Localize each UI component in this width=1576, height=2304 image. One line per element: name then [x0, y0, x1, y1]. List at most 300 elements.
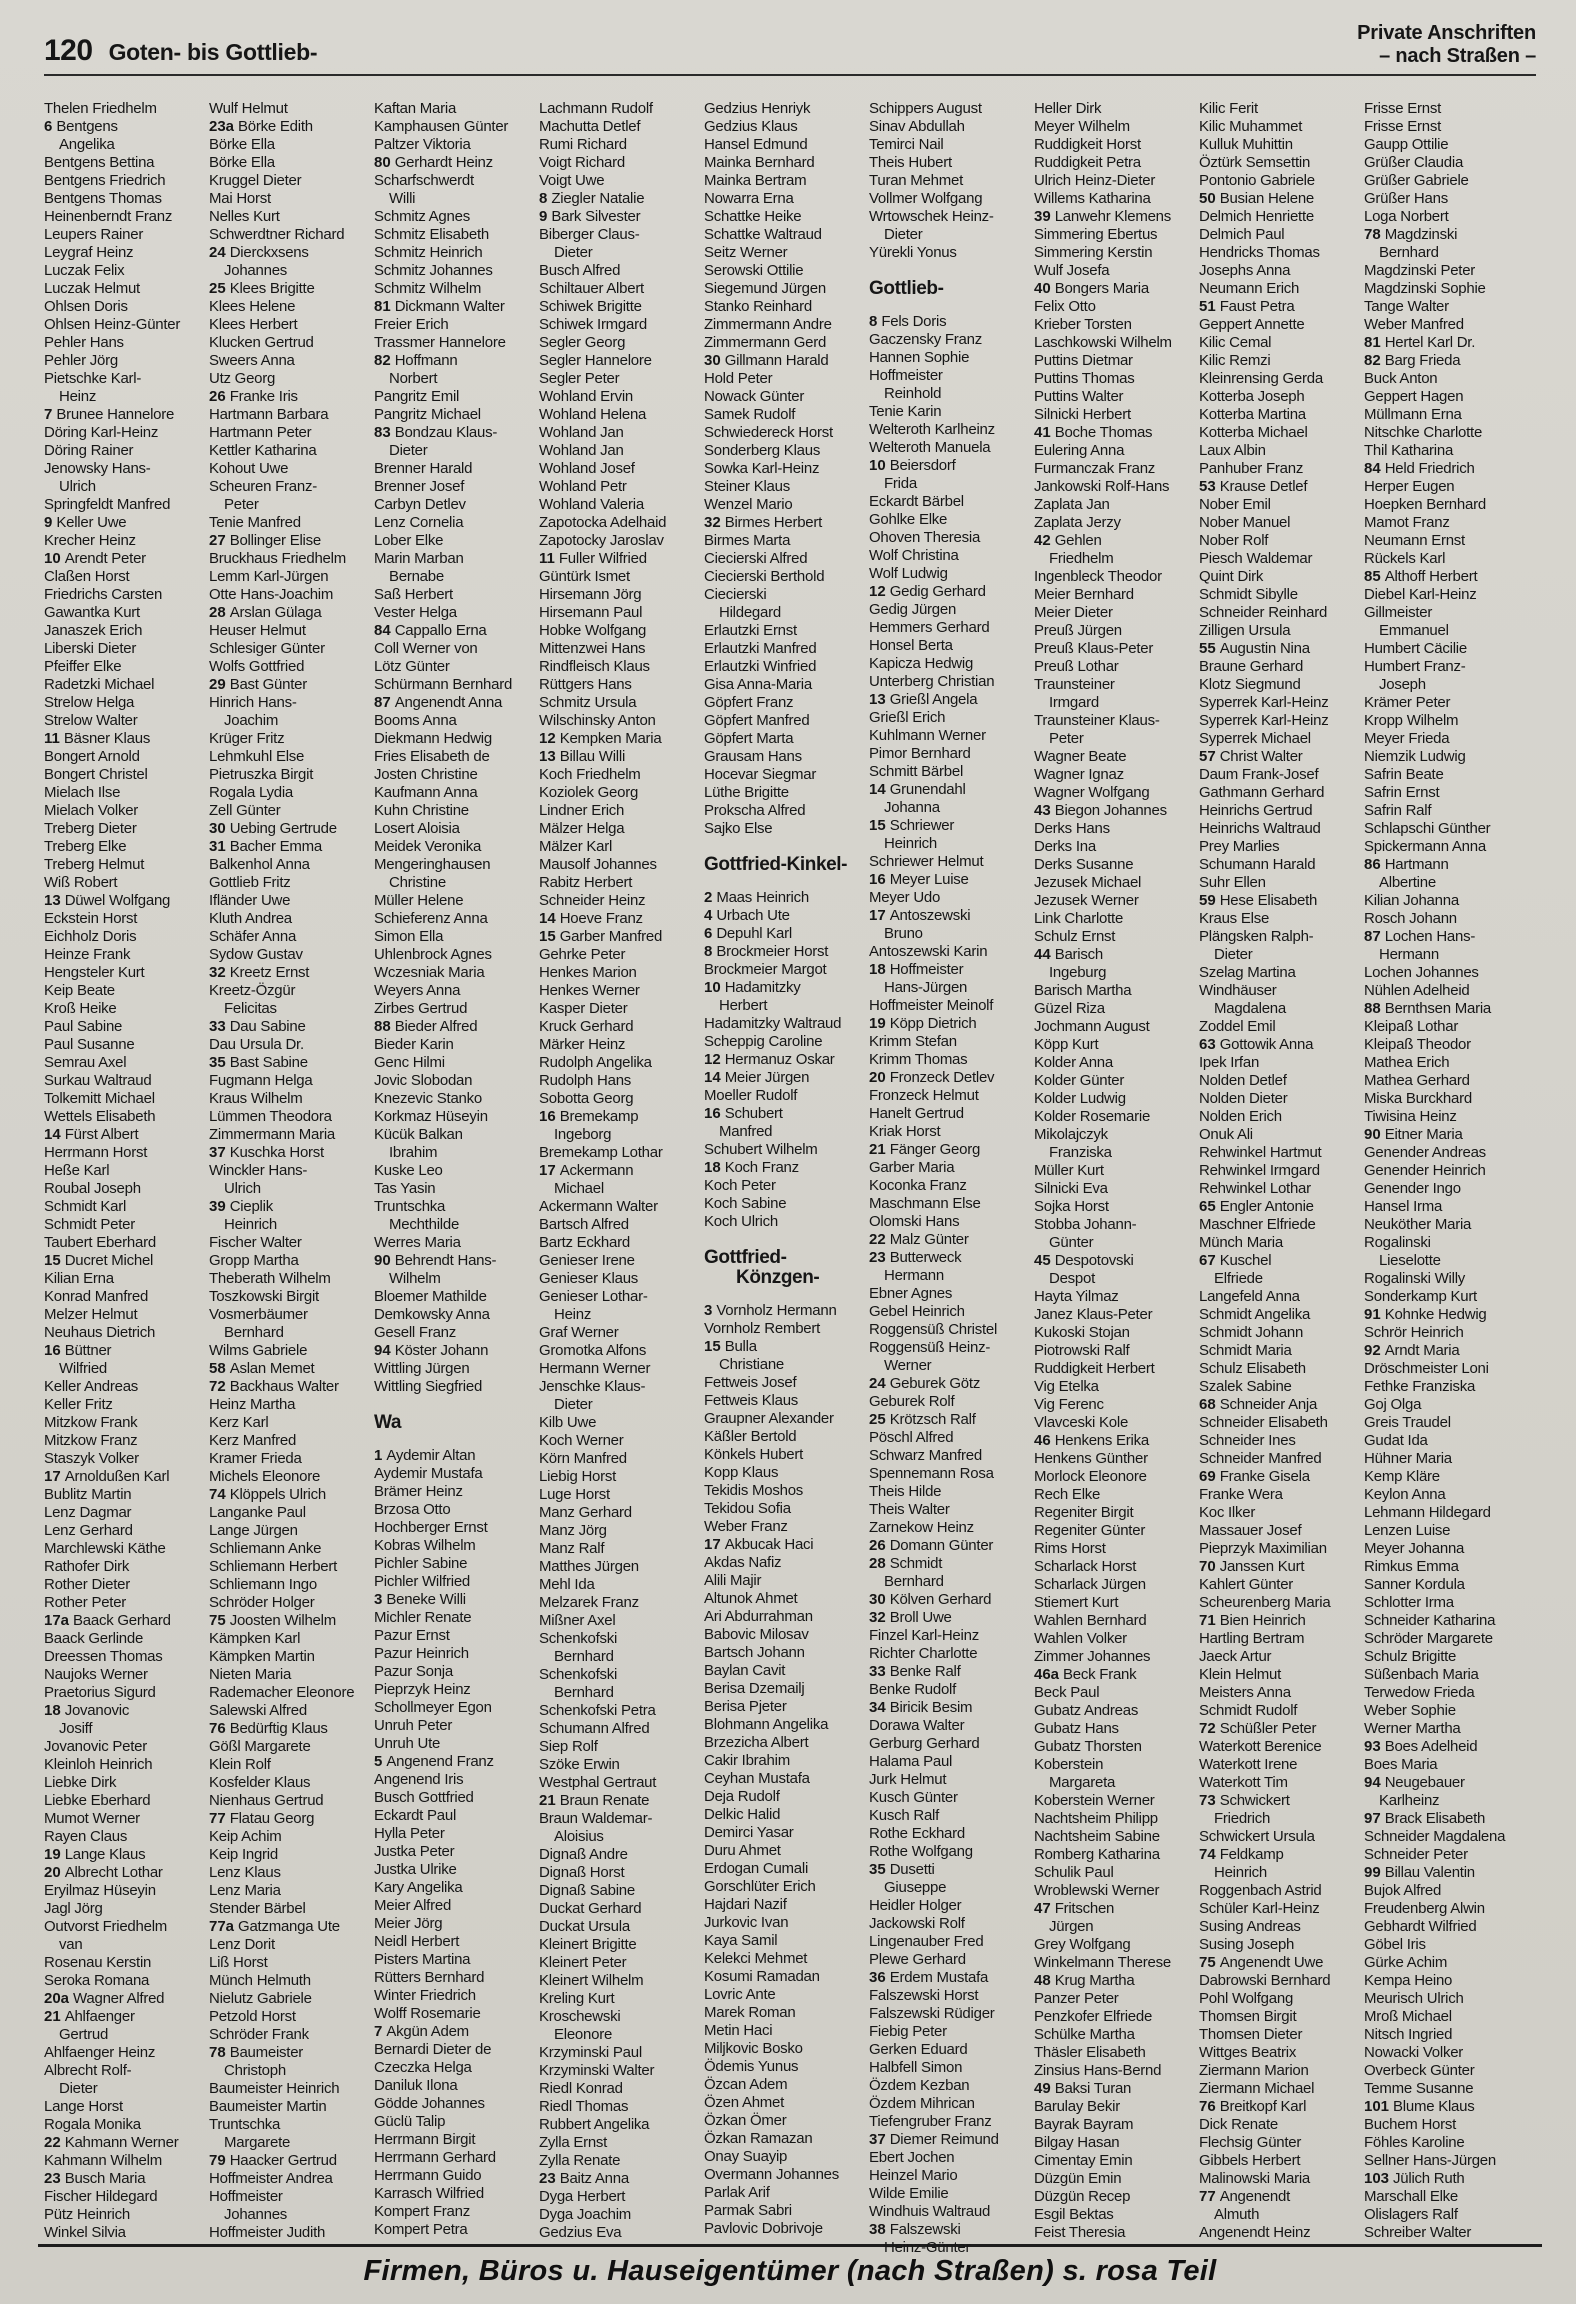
directory-entry: Kleinloh Heinrich	[44, 1756, 153, 1773]
directory-entry: Özkan Ömer	[704, 2112, 787, 2129]
directory-entry: Steiner Klaus	[704, 478, 790, 495]
directory-entry: Pehler Jörg	[44, 352, 118, 369]
directory-entry: 50 Busian Helene	[1199, 190, 1315, 207]
directory-entry: Booms Anna	[374, 712, 457, 729]
directory-entry: Laschkowski Wilhelm	[1034, 334, 1172, 351]
column-6	[869, 100, 1025, 2256]
directory-entry: Hoffmeister	[869, 367, 943, 384]
directory-entry: Koch Sabine	[704, 1195, 787, 1212]
directory-entry: Pontonio Gabriele	[1199, 172, 1315, 189]
directory-entry: Nolden Erich	[1199, 1108, 1282, 1125]
directory-entry: 75 Joosten Wilhelm	[209, 1612, 336, 1629]
directory-entry: Eulering Anna	[1034, 442, 1125, 459]
directory-entry: 20a Wagner Alfred	[44, 1990, 165, 2007]
directory-entry: Honsel Berta	[869, 637, 953, 654]
directory-entry: Taubert Eberhard	[44, 1234, 156, 1251]
directory-entry: Kilian Johanna	[1364, 892, 1459, 909]
directory-entry: Gibbels Herbert	[1199, 2152, 1301, 2169]
directory-entry: Schliemann Anke	[209, 1540, 322, 1557]
directory-entry: Waterkott Berenice	[1199, 1738, 1322, 1755]
directory-entry: Münch Helmuth	[209, 1972, 311, 1989]
directory-entry: Segler Hannelore	[539, 352, 652, 369]
directory-entry: Flechsig Günter	[1199, 2134, 1302, 2151]
directory-entry: Pangritz Michael	[374, 406, 481, 423]
house-number: 21	[44, 2008, 61, 2025]
directory-entry: Frisse Ernst	[1364, 100, 1442, 117]
house-number: 88	[374, 1018, 391, 1035]
directory-entry: Krieber Torsten	[1034, 316, 1132, 333]
directory-entry: Schrör Heinrich	[1364, 1324, 1464, 1341]
directory-entry: Magdzinski Peter	[1364, 262, 1476, 279]
directory-entry: Magdzinski Sophie	[1364, 280, 1486, 297]
directory-entry: Schubert Wilhelm	[704, 1141, 818, 1158]
entry-continuation: Ulrich	[224, 1180, 261, 1197]
directory-entry: Winter Friedrich	[374, 1987, 476, 2004]
entry-continuation: Dieter	[1214, 946, 1253, 963]
directory-entry: Schneider Katharina	[1364, 1612, 1496, 1629]
directory-entry: Nober Rolf	[1199, 532, 1269, 549]
directory-entry: Miljkovic Bosko	[704, 2040, 803, 2057]
directory-entry: Schneider Heinz	[539, 892, 646, 909]
house-number: 48	[1034, 1972, 1051, 1989]
directory-entry: Onuk Ali	[1199, 1126, 1253, 1143]
directory-entry: Freudenberg Alwin	[1364, 1900, 1485, 1917]
directory-entry: Trassmer Hannelore	[374, 334, 506, 351]
directory-entry: 81 Hertel Karl Dr.	[1364, 334, 1476, 351]
house-number: 57	[1199, 748, 1216, 765]
directory-entry: Gorschlüter Erich	[704, 1878, 816, 1895]
directory-entry: Spennemann Rosa	[869, 1465, 994, 1482]
directory-entry: Geppert Hagen	[1364, 388, 1464, 405]
directory-entry: Prey Marlies	[1199, 838, 1280, 855]
directory-entry: Loga Norbert	[1364, 208, 1449, 225]
directory-entry: Wulf Helmut	[209, 100, 288, 117]
directory-entry: Berisa Dzemailj	[704, 1680, 805, 1697]
directory-entry: Gudat Ida	[1364, 1432, 1428, 1449]
house-number: 94	[1364, 1774, 1381, 1791]
directory-entry: Seitz Werner	[704, 244, 788, 261]
house-number: 103	[1364, 2170, 1390, 2187]
directory-entry: 16 Bremekamp	[539, 1108, 639, 1125]
directory-entry: Hirsemann Jörg	[539, 586, 642, 603]
directory-entry: Koch Ulrich	[704, 1213, 778, 1230]
directory-entry: Cimentay Emin	[1034, 2152, 1133, 2169]
directory-entry: Kulluk Muhittin	[1199, 136, 1293, 153]
directory-entry: Theis Hubert	[869, 154, 952, 171]
directory-entry: Preuß Lothar	[1034, 658, 1119, 675]
directory-entry: Fettweis Josef	[704, 1374, 797, 1391]
directory-entry: Dignaß Andre	[539, 1846, 628, 1863]
directory-entry: 37 Kuschka Horst	[209, 1144, 324, 1161]
directory-entry: Wagner Ignaz	[1034, 766, 1124, 783]
directory-entry: Schwarz Manfred	[869, 1447, 982, 1464]
directory-entry: Meier Bernhard	[1034, 586, 1134, 603]
directory-entry: Brämer Heinz	[374, 1483, 463, 1500]
directory-entry: Dorawa Walter	[869, 1717, 965, 1734]
directory-entry: Pazur Heinrich	[374, 1645, 469, 1662]
entry-continuation: Wilhelm	[389, 1270, 441, 1287]
directory-entry: Zaplata Jerzy	[1034, 514, 1121, 531]
directory-entry: Baack Gerlinde	[44, 1630, 144, 1647]
directory-entry: Rogalinski Willy	[1364, 1270, 1466, 1287]
directory-entry: 101 Blume Klaus	[1364, 2098, 1475, 2115]
directory-entry: Bongert Christel	[44, 766, 148, 783]
directory-entry: Wulf Josefa	[1034, 262, 1110, 279]
directory-entry: Zirbes Gertrud	[374, 1000, 468, 1017]
directory-entry: Segler Georg	[539, 334, 626, 351]
directory-entry: Hoffmeister Judith	[209, 2224, 326, 2241]
directory-entry: Hermann Werner	[539, 1360, 651, 1377]
directory-entry: Kücük Balkan	[374, 1126, 463, 1143]
house-number: 87	[1364, 928, 1381, 945]
directory-entry: Eckardt Bärbel	[869, 493, 964, 510]
directory-entry: Wettels Elisabeth	[44, 1108, 156, 1125]
directory-entry: Paul Sabine	[44, 1018, 123, 1035]
house-number: 84	[374, 622, 391, 639]
directory-entry: 44 Barisch	[1034, 946, 1103, 963]
directory-entry: Genender Heinrich	[1364, 1162, 1486, 1179]
directory-entry: Pietschke Karl-	[44, 370, 142, 387]
house-number: 51	[1199, 298, 1216, 315]
directory-entry: Graupner Alexander	[704, 1410, 834, 1427]
directory-entry: 94 Neugebauer	[1364, 1774, 1465, 1791]
directory-entry: Pieprzyk Maximilian	[1199, 1540, 1327, 1557]
directory-entry: 68 Schneider Anja	[1199, 1396, 1318, 1413]
directory-entry: 94 Köster Johann	[374, 1342, 489, 1359]
directory-entry: 82 Hoffmann	[374, 352, 458, 369]
directory-entry: Szelag Martina	[1199, 964, 1296, 981]
directory-entry: Graf Werner	[539, 1324, 619, 1341]
house-number: 19	[44, 1846, 61, 1863]
directory-entry: Lenz Dorit	[209, 1936, 275, 1953]
entry-continuation: Friedrich	[1214, 1810, 1271, 1827]
directory-entry: Marek Roman	[704, 2004, 796, 2021]
directory-entry: 85 Althoff Herbert	[1364, 568, 1478, 585]
directory-entry: Justka Peter	[374, 1843, 455, 1860]
house-number: 30	[869, 1591, 886, 1608]
directory-entry: Garber Maria	[869, 1159, 955, 1176]
directory-entry: Ohlsen Heinz-Günter	[44, 316, 181, 333]
directory-entry: Gawantka Kurt	[44, 604, 140, 621]
directory-entry: Schürmann Bernhard	[374, 676, 513, 693]
directory-entry: Kobras Wilhelm	[374, 1537, 476, 1554]
directory-entry: Treberg Helmut	[44, 856, 145, 873]
house-number: 6	[704, 925, 713, 942]
directory-entry: 16 Schubert	[704, 1105, 783, 1122]
directory-entry: Radetzki Michael	[44, 676, 155, 693]
header-right-line1: Private Anschriften	[1357, 22, 1536, 44]
entry-continuation: Peter	[224, 496, 259, 513]
directory-entry: Mehl Ida	[539, 1576, 595, 1593]
directory-entry: Lenz Dagmar	[44, 1504, 132, 1521]
directory-entry: Klein Rolf	[209, 1756, 271, 1773]
directory-entry: Jurk Helmut	[869, 1771, 947, 1788]
directory-entry: Plängsken Ralph-	[1199, 928, 1314, 945]
directory-entry: Geppert Annette	[1199, 316, 1305, 333]
directory-entry: Olomski Hans	[869, 1213, 960, 1230]
directory-entry: Liebke Dirk	[44, 1774, 117, 1791]
directory-entry: Schmidt Johann	[1199, 1324, 1304, 1341]
directory-entry: Meier Jörg	[374, 1915, 443, 1932]
directory-entry: 70 Janssen Kurt	[1199, 1558, 1305, 1575]
directory-entry: Wolfs Gottfried	[209, 658, 305, 675]
directory-entry: 57 Christ Walter	[1199, 748, 1303, 765]
directory-entry: Zimmer Johannes	[1034, 1648, 1151, 1665]
directory-entry: 48 Krug Martha	[1034, 1972, 1135, 1989]
directory-entry: Unruh Ute	[374, 1735, 441, 1752]
directory-entry: Zaplata Jan	[1034, 496, 1110, 513]
directory-entry: Tiwisina Heinz	[1364, 1108, 1457, 1125]
directory-entry: Kettler Katharina	[209, 442, 317, 459]
directory-entry: Beck Paul	[1034, 1684, 1100, 1701]
house-number: 63	[1199, 1036, 1216, 1053]
directory-entry: Kreling Kurt	[539, 1990, 615, 2007]
column-3	[374, 100, 530, 2238]
directory-entry: Brenner Harald	[374, 460, 473, 477]
directory-entry: Ipek Irfan	[1199, 1054, 1260, 1071]
directory-entry: Rückels Karl	[1364, 550, 1446, 567]
directory-entry: Bayrak Bayram	[1034, 2116, 1134, 2133]
directory-entry: Lenz Maria	[209, 1882, 281, 1899]
directory-entry: Luczak Helmut	[44, 280, 140, 297]
directory-columns	[44, 100, 1536, 2256]
directory-entry: Alili Majir	[704, 1572, 762, 1589]
directory-entry: Panzer Peter	[1034, 1990, 1119, 2007]
directory-entry: Link Charlotte	[1034, 910, 1124, 927]
directory-entry: Tas Yasin	[374, 1180, 436, 1197]
directory-entry: Mathea Gerhard	[1364, 1072, 1470, 1089]
directory-entry: Schulik Paul	[1034, 1864, 1114, 1881]
directory-entry: Bernardi Dieter de	[374, 2041, 492, 2058]
directory-entry: Werner Martha	[1364, 1720, 1461, 1737]
directory-entry: 9 Bark Silvester	[539, 208, 641, 225]
directory-entry: Krecher Heinz	[44, 532, 136, 549]
directory-entry: Lange Horst	[44, 2098, 123, 2115]
directory-entry: 17 Arnoldußen Karl	[44, 1468, 170, 1485]
directory-entry: 17 Akbucak Haci	[704, 1536, 814, 1553]
directory-entry: Kilic Cemal	[1199, 334, 1272, 351]
directory-entry: Dabrowski Bernhard	[1199, 1972, 1331, 1989]
directory-entry: Angenend Iris	[374, 1771, 464, 1788]
directory-entry: 24 Dierckxsens	[209, 244, 309, 261]
directory-entry: Wolff Rosemarie	[374, 2005, 481, 2022]
directory-entry: Göpfert Marta	[704, 730, 794, 747]
directory-entry: Ulrich Heinz-Dieter	[1034, 172, 1156, 189]
directory-entry: Thomsen Dieter	[1199, 2026, 1303, 2043]
directory-entry: Bieder Karin	[374, 1036, 454, 1053]
directory-entry: 21 Braun Renate	[539, 1792, 650, 1809]
directory-entry: Langefeld Anna	[1199, 1288, 1300, 1305]
directory-entry: Ziermann Marion	[1199, 2062, 1309, 2079]
directory-entry: Kramer Frieda	[209, 1450, 302, 1467]
directory-entry: Schröder Frank	[209, 2026, 309, 2043]
house-number: 46	[1034, 1432, 1051, 1449]
house-number: 14	[704, 1069, 721, 1086]
directory-entry: Nitschke Charlotte	[1364, 424, 1483, 441]
directory-entry: Hartling Bertram	[1199, 1630, 1305, 1647]
directory-entry: 7 Akgün Adem	[374, 2023, 469, 2040]
directory-entry: Moeller Rudolf	[704, 1087, 798, 1104]
directory-entry: Rindfleisch Klaus	[539, 658, 650, 675]
directory-entry: Nachtsheim Philipp	[1034, 1810, 1158, 1827]
directory-entry: Wahlen Volker	[1034, 1630, 1127, 1647]
directory-entry: Riedl Konrad	[539, 2080, 623, 2097]
directory-entry: Mengeringhausen	[374, 856, 491, 873]
directory-entry: Kilic Remzi	[1199, 352, 1271, 369]
directory-entry: Kilic Ferit	[1199, 100, 1258, 117]
directory-entry: Meidek Veronika	[374, 838, 482, 855]
directory-entry: Koconka Franz	[869, 1177, 967, 1194]
directory-entry: Rehwinkel Lothar	[1199, 1180, 1311, 1197]
directory-entry: Krzyminski Paul	[539, 2044, 642, 2061]
directory-entry: Ohlsen Doris	[44, 298, 128, 315]
directory-entry: Morlock Eleonore	[1034, 1468, 1147, 1485]
directory-entry: Genender Ingo	[1364, 1180, 1461, 1197]
directory-entry: Delmich Paul	[1199, 226, 1285, 243]
house-number: 68	[1199, 1396, 1216, 1413]
column-9	[1364, 100, 1520, 2241]
house-number: 13	[869, 691, 886, 708]
directory-entry: 87 Lochen Hans-	[1364, 928, 1476, 945]
directory-entry: Mielach Volker	[44, 802, 139, 819]
directory-entry: Weber Sophie	[1364, 1702, 1456, 1719]
directory-entry: Gropp Martha	[209, 1252, 299, 1269]
directory-entry: Welteroth Karlheinz	[869, 421, 995, 438]
directory-entry: Grausam Hans	[704, 748, 802, 765]
directory-entry: 88 Bieder Alfred	[374, 1018, 478, 1035]
directory-entry: 23 Butterweck	[869, 1249, 962, 1266]
directory-entry: Tekidou Sofia	[704, 1500, 791, 1517]
directory-entry: Rims Horst	[1034, 1540, 1106, 1557]
directory-entry: Penzkofer Elfriede	[1034, 2008, 1153, 2025]
directory-entry: Melzer Helmut	[44, 1306, 138, 1323]
directory-entry: 63 Gottowik Anna	[1199, 1036, 1314, 1053]
entry-continuation: Aloisius	[554, 1828, 604, 1845]
directory-entry: Voigt Uwe	[539, 172, 605, 189]
directory-entry: Nachtsheim Sabine	[1034, 1828, 1160, 1845]
directory-entry: Pangritz Emil	[374, 388, 460, 405]
directory-entry: Nolden Dieter	[1199, 1090, 1288, 1107]
directory-entry: Panhuber Franz	[1199, 460, 1304, 477]
entry-continuation: Karlheinz	[1379, 1792, 1440, 1809]
house-number: 23	[869, 1249, 886, 1266]
directory-entry: Gubatz Andreas	[1034, 1702, 1139, 1719]
directory-entry: Otte Hans-Joachim	[209, 586, 334, 603]
house-number: 14	[44, 1126, 61, 1143]
directory-entry: Simon Ella	[374, 928, 444, 945]
directory-entry: Wohland Josef	[539, 460, 635, 477]
directory-entry: Gößl Margarete	[209, 1738, 311, 1755]
directory-entry: 90 Behrendt Hans-	[374, 1252, 497, 1269]
house-number: 20	[869, 1069, 886, 1086]
directory-entry: 10 Hadamitzky	[704, 979, 801, 996]
directory-entry: Kohout Uwe	[209, 460, 289, 477]
directory-entry: Lachmann Rudolf	[539, 100, 653, 117]
directory-entry: Yürekli Yonus	[869, 244, 957, 261]
directory-entry: 16 Büttner	[44, 1342, 112, 1359]
directory-entry: Mielach Ilse	[44, 784, 121, 801]
directory-entry: Dick Renate	[1199, 2116, 1278, 2133]
entry-continuation: Joseph	[1379, 676, 1426, 693]
directory-entry: Syperrek Karl-Heinz	[1199, 712, 1329, 729]
directory-entry: Samek Rudolf	[704, 406, 796, 423]
directory-entry: Döring Rainer	[44, 442, 134, 459]
directory-entry: Jenschke Klaus-	[539, 1378, 646, 1395]
directory-entry: Schumann Alfred	[539, 1720, 650, 1737]
directory-entry: 29 Bast Günter	[209, 676, 307, 693]
directory-entry: Kleinrensing Gerda	[1199, 370, 1323, 387]
directory-entry: 42 Gehlen	[1034, 532, 1102, 549]
house-number: 32	[704, 514, 721, 531]
directory-entry: Rogala Monika	[44, 2116, 141, 2133]
directory-entry: Brzezicha Albert	[704, 1734, 809, 1751]
street-heading: Gottfried-	[704, 1247, 787, 1268]
directory-entry: Riedl Thomas	[539, 2098, 629, 2115]
directory-entry: Zimmermann Andre	[704, 316, 832, 333]
directory-entry: Ohoven Theresia	[869, 529, 981, 546]
directory-entry: Mälzer Karl	[539, 838, 613, 855]
house-number: 91	[1364, 1306, 1381, 1323]
directory-entry: Gedzius Eva	[539, 2224, 622, 2241]
directory-entry: 32 Birmes Herbert	[704, 514, 823, 531]
directory-entry: 30 Kölven Gerhard	[869, 1591, 992, 1608]
directory-entry: Bentgens Bettina	[44, 154, 155, 171]
directory-entry: Nelles Kurt	[209, 208, 280, 225]
directory-entry: Ödemis Yunus	[704, 2058, 799, 2075]
directory-entry: Rabitz Herbert	[539, 874, 633, 891]
house-number: 15	[704, 1338, 721, 1355]
directory-entry: Manz Jörg	[539, 1522, 607, 1539]
entry-continuation: Bernhard	[554, 1648, 614, 1665]
directory-entry: Hoffmeister Andrea	[209, 2170, 333, 2187]
house-number: 21	[869, 1141, 886, 1158]
entry-continuation: Frida	[884, 475, 917, 492]
directory-entry: Genieser Irene	[539, 1252, 635, 1269]
house-number: 83	[374, 424, 391, 441]
directory-entry: Köpp Kurt	[1034, 1036, 1099, 1053]
directory-entry: Michels Eleonore	[209, 1468, 321, 1485]
directory-entry: Henkes Marion	[539, 964, 637, 981]
directory-entry: Susing Andreas	[1199, 1918, 1301, 1935]
directory-entry: 65 Engler Antonie	[1199, 1198, 1314, 1215]
directory-entry: Jankowski Rolf-Hans	[1034, 478, 1170, 495]
directory-entry: Mroß Michael	[1364, 2008, 1452, 2025]
house-number: 9	[44, 514, 53, 531]
directory-entry: 79 Haacker Gertrud	[209, 2152, 337, 2169]
directory-entry: Gromotka Alfons	[539, 1342, 647, 1359]
directory-entry: 6 Depuhl Karl	[704, 925, 792, 942]
directory-entry: Siep Rolf	[539, 1738, 598, 1755]
directory-entry: Sanner Kordula	[1364, 1576, 1465, 1593]
house-number: 12	[539, 730, 556, 747]
directory-entry: Maschner Elfriede	[1199, 1216, 1316, 1233]
house-number: 30	[704, 352, 721, 369]
directory-entry: Wohland Jan	[539, 424, 624, 441]
directory-entry: Tiefengruber Franz	[869, 2113, 992, 2130]
directory-entry: Bilgay Hasan	[1034, 2134, 1120, 2151]
directory-entry: Kerz Karl	[209, 1414, 269, 1431]
directory-entry: 74 Klöppels Ulrich	[209, 1486, 326, 1503]
directory-entry: Schattke Heike	[704, 208, 802, 225]
house-number: 34	[869, 1699, 886, 1716]
directory-entry: Münch Maria	[1199, 1234, 1283, 1251]
entry-continuation: Willi	[389, 190, 416, 207]
directory-entry: Tenie Karin	[869, 403, 942, 420]
directory-entry: 35 Bast Sabine	[209, 1054, 308, 1071]
directory-entry: Janaszek Erich	[44, 622, 143, 639]
directory-entry: 21 Fänger Georg	[869, 1141, 981, 1158]
house-number: 16	[704, 1105, 721, 1122]
